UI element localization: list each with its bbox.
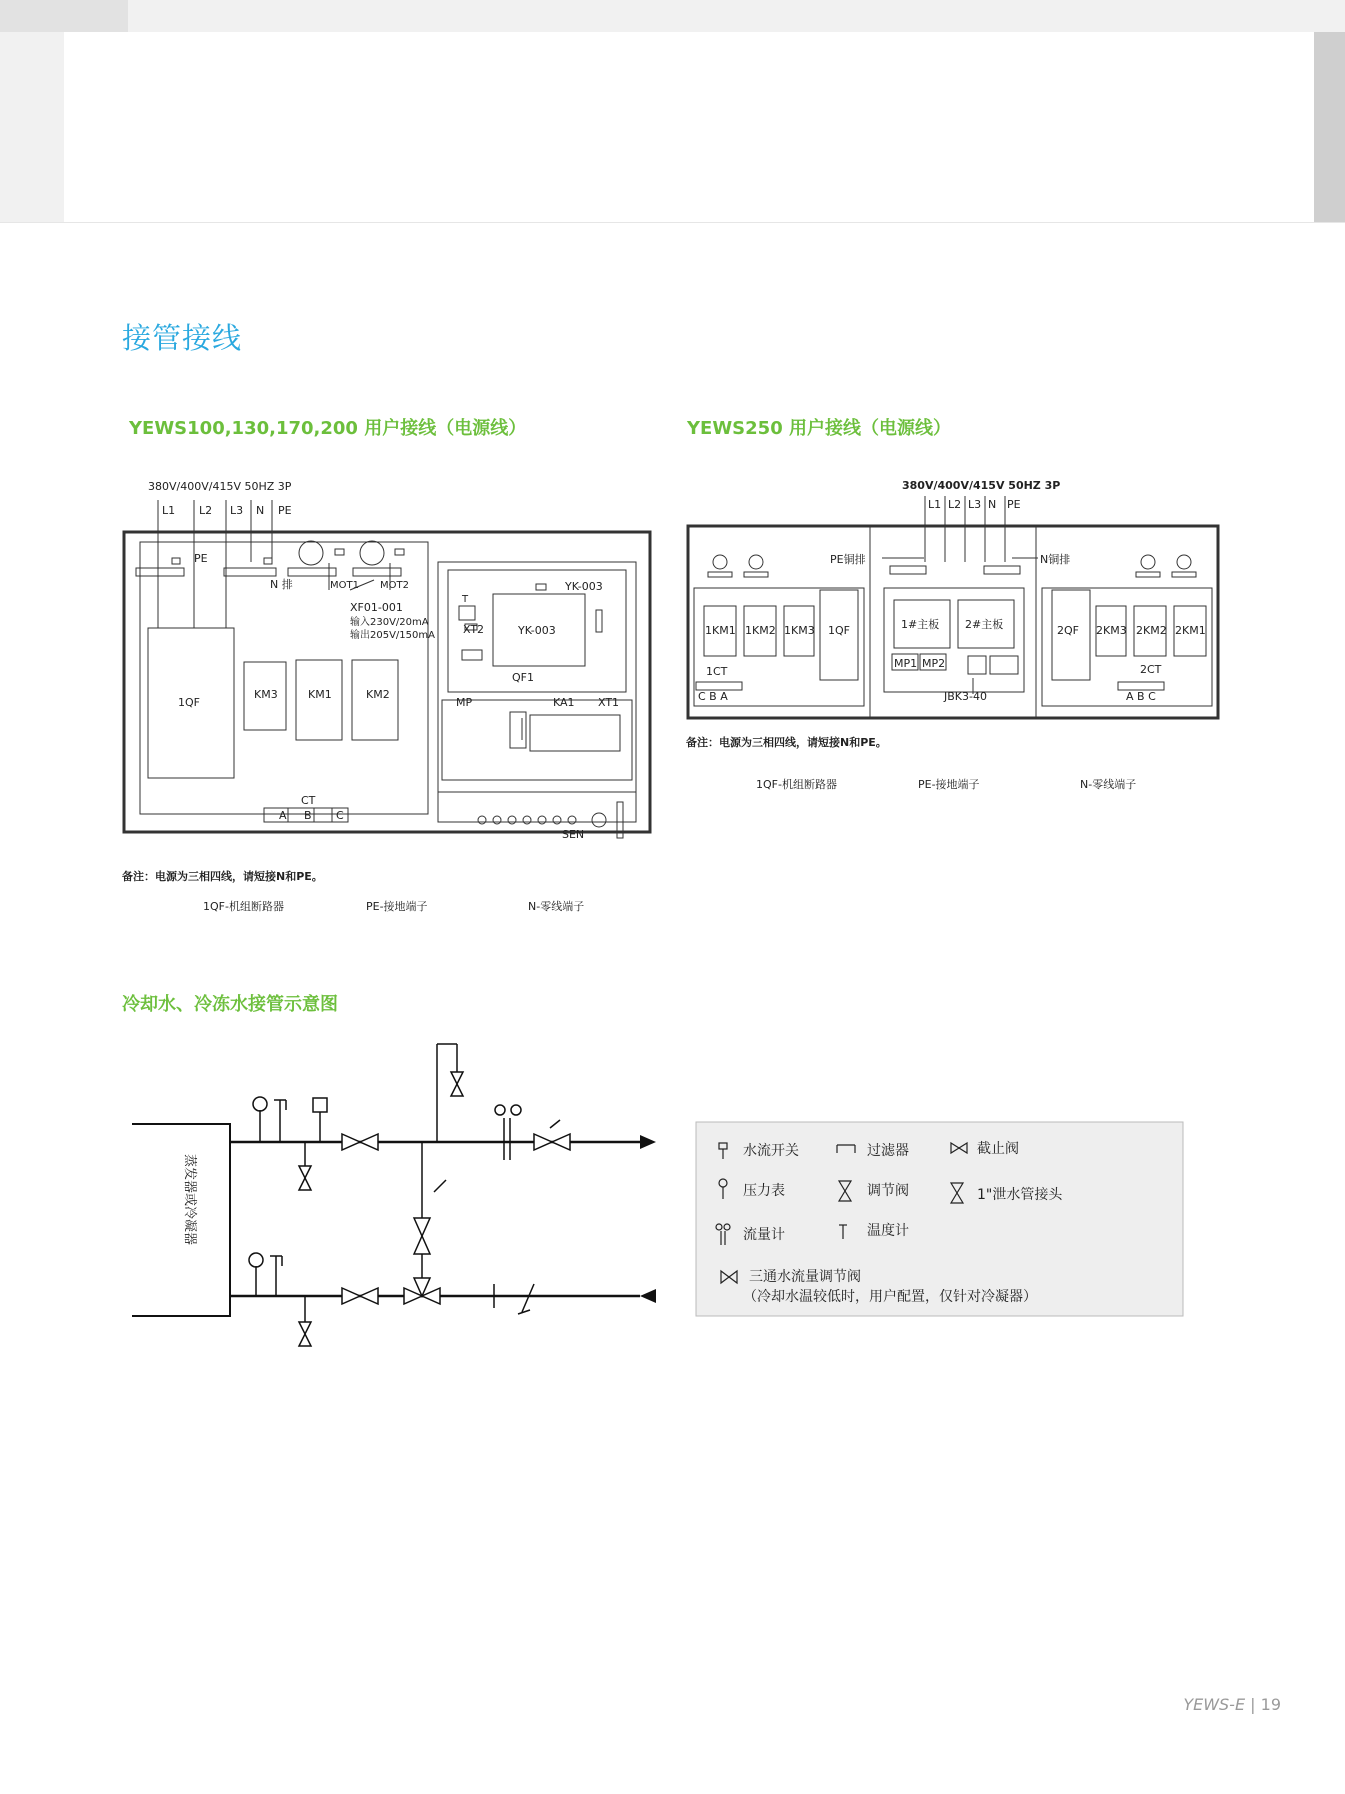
right-part-2km1: 2KM1 [1175,624,1206,637]
right-phase-pe: PE [1007,498,1021,511]
right-ct1-abc: C B A [698,690,728,703]
left-wiring-diagram [120,470,660,920]
header-panel [64,32,1314,222]
left-sen-label: SEN [562,828,585,841]
left-km1-label: KM1 [308,688,332,701]
legend-regulating-valve: 调节阀 [867,1183,909,1199]
left-ct-label: CT [301,794,316,807]
footer-page-number: 19 [1260,1695,1281,1714]
left-yk-label: YK-003 [565,580,603,593]
legend-thermometer: 温度计 [867,1223,909,1239]
right-part-1km3: 1KM3 [784,624,815,637]
left-legend-n: N-零线端子 [528,900,585,913]
legend-flow-switch: 水流开关 [743,1143,799,1159]
left-qf-label: 1QF [178,696,200,709]
left-ct-b: B [304,809,312,822]
left-ct-c: C [336,809,344,822]
left-yk-box-label: YK-003 [518,624,556,637]
right-phase-l3: L3 [968,498,982,511]
right-board2: 2#主板 [965,618,1004,631]
left-xt1-label: XT1 [598,696,620,709]
right-mp1: MP1 [894,657,918,670]
left-km3-label: KM3 [254,688,278,701]
piping-legend [695,1121,1185,1319]
left-input-label: 输入230V/20mA [350,617,429,628]
piping-heading: 冷却水、冷冻水接管示意图 [122,994,338,1015]
right-ct2-abc: A B C [1126,690,1156,703]
right-n-bar-label: N铜排 [1040,553,1071,566]
right-ct1: 1CT [706,665,728,678]
right-legend-n: N-零线端子 [1080,778,1137,791]
right-supply-label: 380V/400V/415V 50HZ 3P [902,479,1061,492]
left-phase-l1: L1 [162,504,176,517]
right-part-2qf: 2QF [1057,624,1079,637]
right-legend-pe: PE-接地端子 [918,778,980,791]
right-legend-qf: 1QF-机组断路器 [756,778,837,791]
footer-separator: | [1250,1695,1256,1714]
left-km2-label: KM2 [366,688,390,701]
right-pe-bar-label: PE铜排 [830,553,866,566]
right-phase-l2: L2 [948,498,962,511]
legend-pressure-gauge: 压力表 [743,1183,785,1199]
left-n-bar-label: N 排 [270,578,293,591]
left-pe-label: PE [194,552,208,565]
header-tab [0,0,128,32]
right-phase-n: N [988,498,997,511]
section-title: 接管接线 [122,321,243,355]
legend-three-way: 三通水流量调节阀 [749,1269,861,1285]
right-jbk: JBK3-40 [944,690,987,703]
right-note: 备注：电源为三相四线，请短接N和PE。 [686,736,887,749]
right-part-2km2: 2KM2 [1136,624,1167,637]
header-divider [0,222,1345,223]
right-ct2: 2CT [1140,663,1162,676]
left-diagram-heading: YEWS100,130,170,200 用户接线（电源线） [129,418,527,439]
legend-strainer: 过滤器 [867,1143,909,1159]
right-part-1km2: 1KM2 [745,624,776,637]
right-part-1km1: 1KM1 [705,624,736,637]
left-legend-qf: 1QF-机组断路器 [203,900,284,913]
right-board1: 1#主板 [901,618,940,631]
left-xt2-label: XT2 [463,623,485,636]
left-phase-l2: L2 [199,504,213,517]
left-note: 备注：电源为三相四线，请短接N和PE。 [122,870,323,883]
left-supply-label: 380V/400V/415V 50HZ 3P [148,480,292,493]
legend-drain: 1"泄水管接头 [977,1187,1063,1203]
footer-brand: YEWS-E [1183,1695,1246,1714]
left-qf1-label: QF1 [512,671,534,684]
left-phase-n: N [256,504,265,517]
left-legend-pe: PE-接地端子 [366,900,428,913]
legend-stop-valve: 截止阀 [977,1141,1019,1157]
left-mot1-label: MOT1 [330,580,359,591]
left-mp-label: MP [456,696,473,709]
left-phase-pe: PE [278,504,292,517]
legend-three-way-note: （冷却水温较低时，用户配置，仅针对冷凝器） [743,1289,1037,1305]
vessel-label: 蒸发器或冷凝器 [182,1154,197,1246]
left-mot2-label: MOT2 [380,580,409,591]
right-diagram-heading: YEWS250 用户接线（电源线） [687,418,951,439]
right-phase-l1: L1 [928,498,942,511]
right-part-2km3: 2KM3 [1096,624,1127,637]
legend-flow-meter: 流量计 [743,1227,785,1243]
right-part-1qf: 1QF [828,624,850,637]
left-ka1-label: KA1 [553,696,575,709]
left-phase-l3: L3 [230,504,244,517]
header-side-bar [1314,32,1345,222]
left-t-label: T [462,594,469,605]
right-mp2: MP2 [922,657,946,670]
left-ct-a: A [279,809,287,822]
left-xf-label: XF01-001 [350,601,403,614]
right-wiring-diagram [684,470,1224,800]
page-footer [1183,1695,1281,1714]
left-output-label: 输出205V/150mA [350,630,435,641]
piping-diagram [120,1030,680,1360]
